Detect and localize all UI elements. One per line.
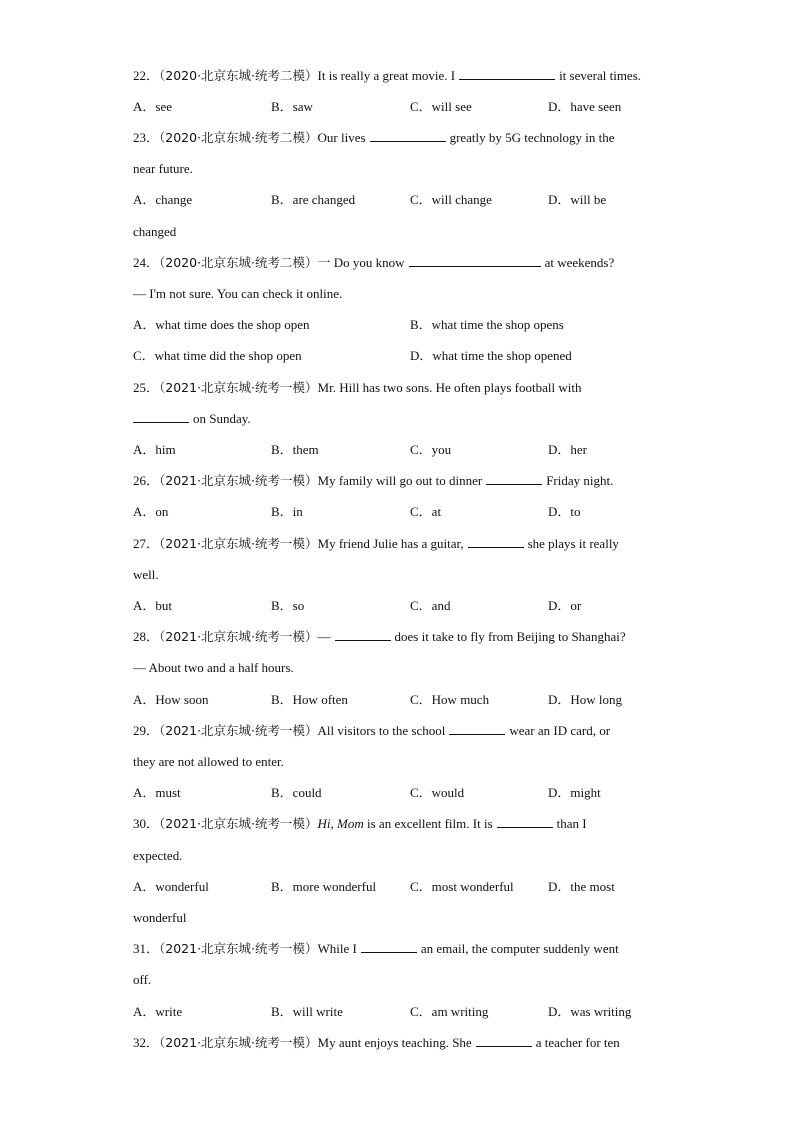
question-text-continued: near future. bbox=[133, 161, 193, 176]
answer-blank[interactable] bbox=[335, 629, 391, 641]
answer-blank[interactable] bbox=[370, 130, 446, 142]
question-28: 28．（2021·北京东城·统考一模）— does it take to fly from Beijing to Shanghai? bbox=[133, 629, 626, 644]
option-c[interactable]: C．what time did the shop open bbox=[133, 348, 302, 363]
option-b[interactable]: B．so bbox=[271, 598, 305, 613]
option-a[interactable]: A．wonderful bbox=[133, 879, 209, 894]
question-text-continued: on Sunday. bbox=[133, 411, 251, 427]
answer-blank[interactable] bbox=[361, 941, 417, 953]
question-text-continued: well. bbox=[133, 567, 159, 582]
option-c[interactable]: C．you bbox=[410, 442, 452, 457]
question-23: 23．（2020·北京东城·统考二模）Our lives greatly by 5G technology in the bbox=[133, 130, 615, 145]
option-a[interactable]: A．on bbox=[133, 504, 169, 519]
option-c[interactable]: C．at bbox=[410, 504, 442, 519]
answer-blank[interactable] bbox=[468, 536, 524, 548]
option-d[interactable]: D．How long bbox=[548, 692, 623, 707]
answer-blank[interactable] bbox=[476, 1035, 532, 1047]
question-text-continued: off. bbox=[133, 972, 152, 987]
question-text-continued: — I'm not sure. You can check it online. bbox=[133, 286, 343, 301]
option-d[interactable]: D．was writing bbox=[548, 1004, 632, 1019]
option-b[interactable]: B．will write bbox=[271, 1004, 343, 1019]
question-31: 31．（2021·北京东城·统考一模）While I an email, the computer suddenly went bbox=[133, 941, 619, 956]
option-b[interactable]: B．more wonderful bbox=[271, 879, 377, 894]
answer-blank[interactable] bbox=[449, 723, 505, 735]
answer-blank[interactable] bbox=[133, 411, 189, 423]
option-c[interactable]: C．will see bbox=[410, 99, 472, 114]
option-c[interactable]: C．would bbox=[410, 785, 465, 800]
option-d[interactable]: D．have seen bbox=[548, 99, 622, 114]
option-c[interactable]: C．will change bbox=[410, 192, 492, 207]
question-32: 32．（2021·北京东城·统考一模）My aunt enjoys teaching. She a teacher for ten bbox=[133, 1035, 620, 1050]
option-c[interactable]: C．How much bbox=[410, 692, 490, 707]
option-a[interactable]: A．must bbox=[133, 785, 181, 800]
option-c[interactable]: C．am writing bbox=[410, 1004, 489, 1019]
question-30: 30．（2021·北京东城·统考一模）Hi, Mom is an excellent film. It is than I bbox=[133, 816, 587, 831]
film-title: Hi, Mom bbox=[317, 816, 364, 831]
question-22: 22．（2020·北京东城·统考二模）It is really a great movie. I it several times. bbox=[133, 68, 642, 83]
question-27: 27．（2021·北京东城·统考一模）My friend Julie has a guitar, she plays it really bbox=[133, 536, 619, 551]
option-a[interactable]: A．but bbox=[133, 598, 173, 613]
option-b[interactable]: B．are changed bbox=[271, 192, 356, 207]
question-text-continued: they are not allowed to enter. bbox=[133, 754, 284, 769]
option-b[interactable]: B．what time the shop opens bbox=[410, 317, 564, 332]
option-d-continued: wonderful bbox=[133, 910, 187, 925]
option-b[interactable]: B．How often bbox=[271, 692, 348, 707]
option-a[interactable]: A．what time does the shop open bbox=[133, 317, 310, 332]
option-b[interactable]: B．saw bbox=[271, 99, 313, 114]
question-29: 29．（2021·北京东城·统考一模）All visitors to the school wear an ID card, or bbox=[133, 723, 611, 738]
option-b[interactable]: B．them bbox=[271, 442, 319, 457]
question-26: 26．（2021·北京东城·统考一模）My family will go out to dinner Friday night. bbox=[133, 473, 614, 488]
option-d[interactable]: D．will be bbox=[548, 192, 607, 207]
option-c[interactable]: C．and bbox=[410, 598, 451, 613]
question-25: 25．（2021·北京东城·统考一模）Mr. Hill has two sons. He often plays football with bbox=[133, 380, 582, 395]
option-d[interactable]: D．what time the shop opened bbox=[410, 348, 572, 363]
option-d[interactable]: D．or bbox=[548, 598, 582, 613]
option-a[interactable]: A．write bbox=[133, 1004, 183, 1019]
option-b[interactable]: B．could bbox=[271, 785, 322, 800]
answer-blank[interactable] bbox=[486, 473, 542, 485]
option-d[interactable]: D．her bbox=[548, 442, 587, 457]
answer-blank[interactable] bbox=[409, 255, 541, 267]
answer-blank[interactable] bbox=[497, 816, 553, 828]
question-24: 24．（2020·北京东城·统考二模）一 Do you know at weekends? bbox=[133, 255, 615, 270]
option-a[interactable]: A．see bbox=[133, 99, 172, 114]
question-text-continued: — About two and a half hours. bbox=[133, 660, 294, 675]
question-text-continued: expected. bbox=[133, 848, 183, 863]
option-d[interactable]: D．the most bbox=[548, 879, 615, 894]
option-a[interactable]: A．change bbox=[133, 192, 193, 207]
option-d[interactable]: D．might bbox=[548, 785, 601, 800]
option-c[interactable]: C．most wonderful bbox=[410, 879, 514, 894]
option-d[interactable]: D．to bbox=[548, 504, 581, 519]
option-b[interactable]: B．in bbox=[271, 504, 303, 519]
answer-blank[interactable] bbox=[459, 68, 555, 80]
option-a[interactable]: A．him bbox=[133, 442, 176, 457]
option-d-continued: changed bbox=[133, 224, 177, 239]
option-a[interactable]: A．How soon bbox=[133, 692, 209, 707]
